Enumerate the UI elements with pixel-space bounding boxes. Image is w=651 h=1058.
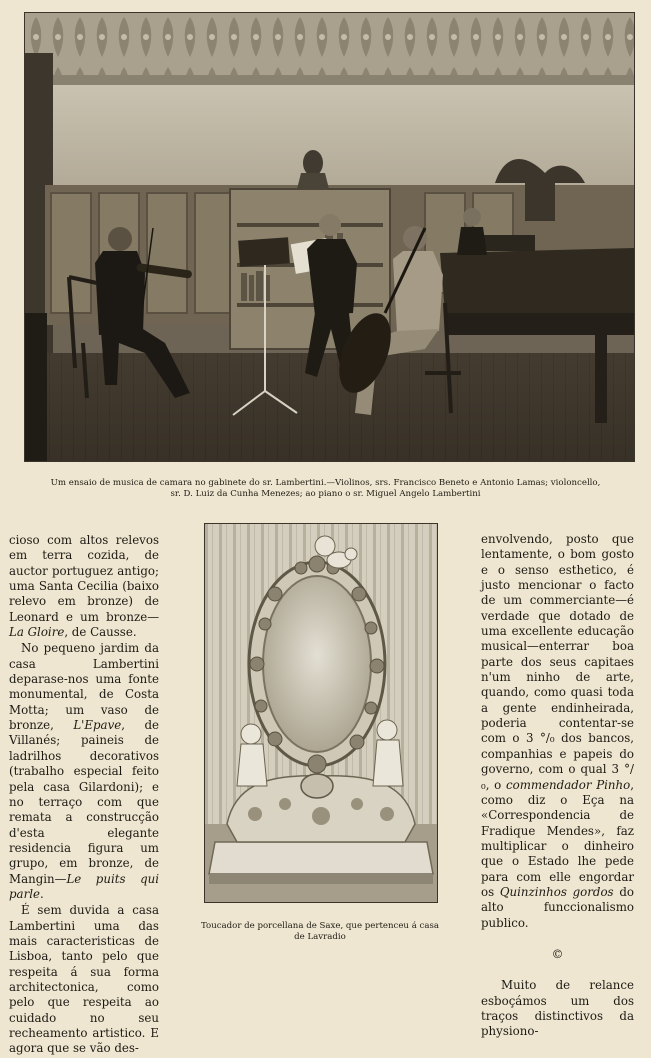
rehearsal-caption-line-1: Um ensaio de musica de camara no gabinete do sr. Lambertini.—Violinos, srs. Francisco Beneto e Antonio Lamas; violoncello, xyxy=(50,478,601,488)
mirror-photo-image xyxy=(205,524,437,902)
right-column xyxy=(481,532,634,1041)
left-paragraph-3: É sem duvida a casa Lambertini uma das mais caracteristicas de Lisboa, tanto pelo que respeita á sua forma architectonica, como pelo que respeita ao cuidado no seu recheamento artistico. E agora que se vão des- xyxy=(9,903,159,1056)
left-paragraph-2-text-a: No pequeno jardim da casa Lambertini deparase-nos uma fonte monumental, de Costa Motta; um vaso de bronze, xyxy=(9,641,159,733)
right-paragraph-1-text-b: , como diz o Eça na «Correspondencia de Fradique Mendes», faz multiplicar o dinheiro que o Estado lhe pede para com elle engordar os xyxy=(481,777,634,899)
left-column xyxy=(9,533,159,1058)
left-paragraph-1-title: La Gloire xyxy=(9,625,65,640)
rehearsal-photo-image xyxy=(25,13,634,461)
rehearsal-caption xyxy=(20,478,631,500)
left-paragraph-2-end: . xyxy=(39,886,44,901)
mirror-caption-line-2: de Lavradio xyxy=(294,932,346,942)
right-paragraph-2: Muito de relance esboçámos um dos traços distinctivos da physiono- xyxy=(481,978,634,1039)
right-paragraph-1-title-2: Quinzinhos gordos xyxy=(499,884,614,899)
left-paragraph-2-title-2: Le puits qui parle xyxy=(9,871,159,901)
right-paragraph-1-text-a: envolvendo, posto que lentamente, o bom gosto e o senso esthetico, é justo mencionar o facto de um commerciante—é verdade que dotado de uma excellente educação musical—enterrar boa parte dos seus capitaes n'um ninho de arte, quando, como quasi toda a gente endinheirada, poderia contentar-se com o 3 °/₀ dos bancos, companhias e papeis do governo, com o qual 3 °/₀, o xyxy=(481,532,634,792)
right-paragraph-1-title-1: commendador Pinho xyxy=(505,777,631,792)
left-paragraph-2-text-b: , de Villanés; paineis de ladrilhos decorativos (trabalho especial feito pela casa Gilardoni); e no terraço com que remata a construcção d'esta elegante residencia figura um grupo, em bronze, de Mangin— xyxy=(9,718,159,886)
rehearsal-caption-line-2: sr. D. Luiz da Cunha Menezes; ao piano o sr. Miguel Angelo Lambertini xyxy=(170,489,481,499)
left-paragraph-2-title-1: L'Epave xyxy=(73,718,122,733)
left-paragraph-1-end: , de Causse. xyxy=(64,625,137,640)
right-paragraph-1 xyxy=(481,532,634,931)
right-paragraph-1-text-c: do alto funccionalismo publico. xyxy=(481,884,634,930)
left-paragraph-2 xyxy=(9,641,159,902)
mirror-caption-line-1: Toucador de porcellana de Saxe, que pertenceu á casa xyxy=(200,921,440,931)
left-paragraph-1 xyxy=(9,533,159,640)
mirror-caption xyxy=(186,921,454,943)
section-ornament: © xyxy=(551,946,564,961)
mirror-photo xyxy=(204,523,438,903)
left-paragraph-1-text: cioso com altos relevos em terra cozida, de auctor portuguez antigo; uma Santa Cecilia (baixo relevo em bronze) de Leonard e um bronze— xyxy=(9,533,159,624)
rehearsal-photo xyxy=(24,12,635,462)
